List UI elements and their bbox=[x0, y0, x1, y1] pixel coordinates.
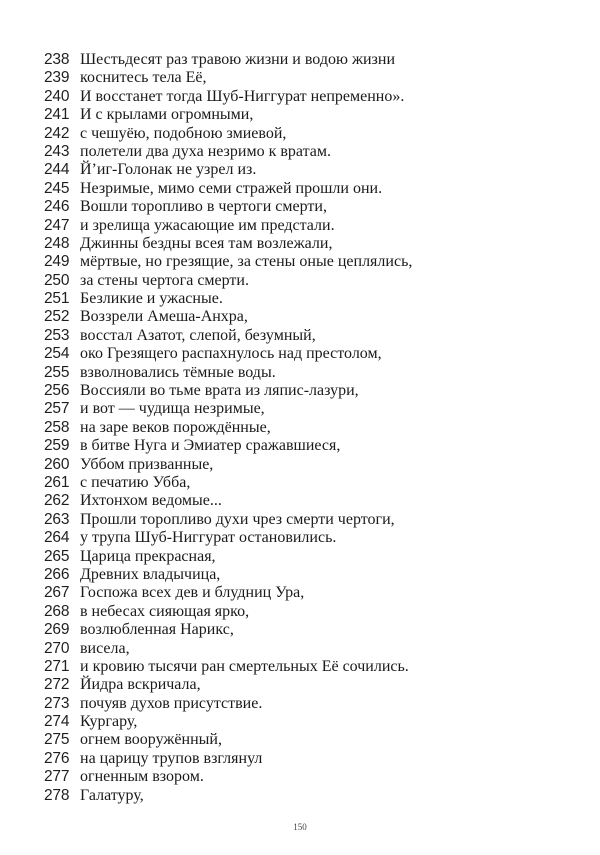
line-text: за стены чертога смерти. bbox=[80, 271, 249, 289]
verse-line bbox=[44, 640, 412, 658]
line-number: 245 bbox=[44, 179, 70, 197]
line-text: Госпожа всех дев и блудниц Ура, bbox=[80, 584, 305, 602]
line-number: 248 bbox=[44, 234, 70, 252]
line-text: и вот — чудища незримые, bbox=[80, 400, 265, 418]
verse-line bbox=[44, 511, 412, 529]
verse-line bbox=[44, 235, 412, 253]
line-text: Воссияли во тьме врата из ляпис-лазури, bbox=[80, 382, 359, 400]
verse-line bbox=[44, 161, 412, 179]
verse-line bbox=[44, 69, 412, 87]
verse-line bbox=[44, 143, 412, 161]
line-text: на заре веков порождённые, bbox=[80, 418, 271, 436]
line-number: 257 bbox=[44, 400, 70, 418]
verse-line bbox=[44, 345, 412, 363]
line-text: и кровию тысячи ран смертельных Её сочились. bbox=[80, 657, 409, 675]
line-number: 256 bbox=[44, 382, 70, 400]
verse-line bbox=[44, 308, 412, 326]
line-text: и зрелища ужасающие им предстали. bbox=[80, 216, 335, 234]
line-text: коснитесь тела Её, bbox=[80, 69, 207, 87]
line-text: Йидра вскричала, bbox=[80, 676, 201, 694]
verse-line bbox=[44, 382, 412, 400]
verse-line bbox=[44, 621, 412, 639]
verse-line bbox=[44, 676, 412, 694]
line-number: 246 bbox=[44, 198, 70, 216]
line-number: 276 bbox=[44, 749, 70, 767]
line-text: Уббом призванные, bbox=[80, 455, 214, 473]
verse-line bbox=[44, 603, 412, 621]
line-number: 259 bbox=[44, 437, 70, 455]
line-number: 262 bbox=[44, 492, 70, 510]
line-text: с печатию Убба, bbox=[80, 473, 191, 491]
line-number: 251 bbox=[44, 290, 70, 308]
verse-line bbox=[44, 492, 412, 510]
line-number: 255 bbox=[44, 363, 70, 381]
line-number: 267 bbox=[44, 584, 70, 602]
line-text: Галатуру, bbox=[80, 786, 144, 804]
verse-line bbox=[44, 106, 412, 124]
line-text: Й’иг-Голонак не узрел из. bbox=[80, 161, 257, 179]
line-text: И с крылами огромными, bbox=[80, 106, 254, 124]
line-number: 277 bbox=[44, 768, 70, 786]
line-number: 242 bbox=[44, 124, 70, 142]
line-text: Прошли торопливо духи чрез смерти чертоги, bbox=[80, 510, 395, 528]
line-text: с чешуёю, подобною змиевой, bbox=[80, 124, 287, 142]
verse-line bbox=[44, 198, 412, 216]
line-number: 268 bbox=[44, 602, 70, 620]
line-text: на царицу трупов взглянул bbox=[80, 749, 263, 767]
verse-line bbox=[44, 584, 412, 602]
verse-line bbox=[44, 125, 412, 143]
verse-line bbox=[44, 529, 412, 547]
line-text: возлюбленная Нарикс, bbox=[80, 621, 234, 639]
line-number: 263 bbox=[44, 510, 70, 528]
line-number: 240 bbox=[44, 87, 70, 105]
verse-line bbox=[44, 419, 412, 437]
line-number: 241 bbox=[44, 106, 70, 124]
line-number: 261 bbox=[44, 473, 70, 491]
line-number: 272 bbox=[44, 676, 70, 694]
line-text: Безликие и ужасные. bbox=[80, 290, 223, 308]
line-text: в небесах сияющая ярко, bbox=[80, 602, 250, 620]
line-number: 271 bbox=[44, 657, 70, 675]
verse-line bbox=[44, 51, 412, 69]
line-text: взволновались тёмные воды. bbox=[80, 363, 276, 381]
verse-line bbox=[44, 731, 412, 749]
line-text: Ихтонхом ведомые... bbox=[80, 492, 222, 510]
line-text: И восстанет тогда Шуб-Ниггурат непременно». bbox=[80, 87, 405, 105]
verse-line bbox=[44, 548, 412, 566]
line-number: 254 bbox=[44, 345, 70, 363]
line-number: 264 bbox=[44, 529, 70, 547]
line-text: у трупа Шуб-Ниггурат остановились. bbox=[80, 529, 337, 547]
line-number: 238 bbox=[44, 51, 70, 68]
verse-line bbox=[44, 787, 412, 805]
verse-line bbox=[44, 253, 412, 271]
verse-line bbox=[44, 474, 412, 492]
line-text: Джинны бездны всея там возлежали, bbox=[80, 234, 333, 252]
verse-line bbox=[44, 400, 412, 418]
line-text: Царица прекрасная, bbox=[80, 547, 216, 565]
line-number: 258 bbox=[44, 418, 70, 436]
verse-line bbox=[44, 456, 412, 474]
line-number: 273 bbox=[44, 694, 70, 712]
verse-line bbox=[44, 658, 412, 676]
line-text: огнем вооружённый, bbox=[80, 731, 222, 749]
line-number: 260 bbox=[44, 455, 70, 473]
verse-line bbox=[44, 713, 412, 731]
line-text: Незримые, мимо семи стражей прошли они. bbox=[80, 179, 383, 197]
page-number: 150 bbox=[293, 822, 307, 832]
line-number: 253 bbox=[44, 326, 70, 344]
line-text: Вошли торопливо в чертоги смерти, bbox=[80, 198, 327, 216]
line-number: 266 bbox=[44, 565, 70, 583]
line-text: висела, bbox=[80, 639, 130, 657]
line-number: 274 bbox=[44, 713, 70, 731]
verse-line bbox=[44, 180, 412, 198]
line-number: 249 bbox=[44, 253, 70, 271]
line-text: Воззрели Амеша-Анхра, bbox=[80, 308, 248, 326]
line-number: 239 bbox=[44, 69, 70, 87]
verse-line bbox=[44, 88, 412, 106]
line-number: 250 bbox=[44, 271, 70, 289]
line-text: Древних владычица, bbox=[80, 565, 221, 583]
line-number: 243 bbox=[44, 142, 70, 160]
line-number: 278 bbox=[44, 786, 70, 804]
line-text: око Грезящего распахнулось над престолом, bbox=[80, 345, 382, 363]
line-number: 275 bbox=[44, 731, 70, 749]
verse-line bbox=[44, 272, 412, 290]
line-number: 252 bbox=[44, 308, 70, 326]
verse-line bbox=[44, 364, 412, 382]
verse-line bbox=[44, 437, 412, 455]
line-text: полетели два духа незримо к вратам. bbox=[80, 142, 331, 160]
verse-line bbox=[44, 750, 412, 768]
line-number: 270 bbox=[44, 639, 70, 657]
verse-line bbox=[44, 695, 412, 713]
verse-line bbox=[44, 768, 412, 786]
verse-lines bbox=[44, 51, 412, 805]
line-text: Шестьдесят раз травою жизни и водою жизни bbox=[80, 51, 395, 68]
verse-line bbox=[44, 327, 412, 345]
line-number: 244 bbox=[44, 161, 70, 179]
verse-line bbox=[44, 566, 412, 584]
line-text: восстал Азатот, слепой, безумный, bbox=[80, 326, 316, 344]
line-text: мёртвые, но грезящие, за стены оные цеплялись, bbox=[80, 253, 413, 271]
line-text: в битве Нуга и Эмиатер сражавшиеся, bbox=[80, 437, 341, 455]
line-text: Кургару, bbox=[80, 713, 138, 731]
line-number: 247 bbox=[44, 216, 70, 234]
verse-line bbox=[44, 290, 412, 308]
line-number: 269 bbox=[44, 621, 70, 639]
line-text: огненным взором. bbox=[80, 768, 204, 786]
line-text: почуяв духов присутствие. bbox=[80, 694, 263, 712]
verse-line bbox=[44, 217, 412, 235]
line-number: 265 bbox=[44, 547, 70, 565]
